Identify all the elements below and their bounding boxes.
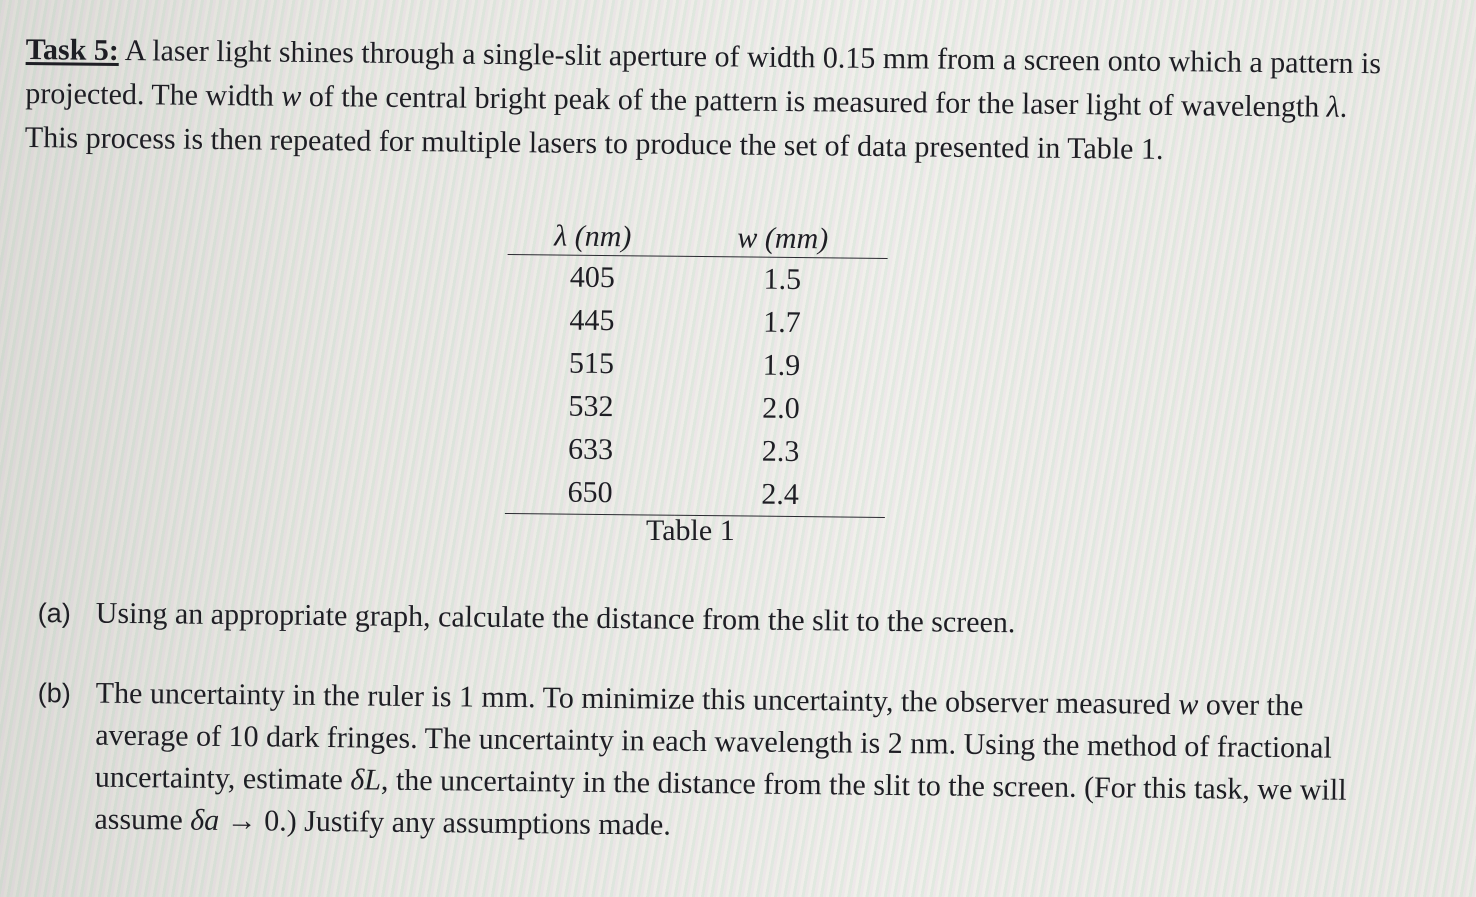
intro-text-1: A laser light shines through a single-slit aperture of width 0.15 mm from a screen onto which a pattern is projected. The width: [25, 33, 1382, 113]
question-b: [36, 672, 1358, 854]
cell-width: 2.0: [762, 391, 800, 425]
question-b-text-3: , the uncertainty in the distance from the slit to the screen. (For this task, we will assume: [94, 763, 1347, 837]
table-row: [506, 341, 886, 388]
table-row: [505, 427, 885, 474]
cell-wavelength: 445: [569, 303, 615, 337]
table-row: [507, 298, 887, 345]
task-intro-paragraph: [25, 28, 1406, 174]
cell-wavelength: 515: [568, 346, 615, 380]
question-b-letter: (b): [37, 677, 71, 709]
cell-wavelength: 633: [567, 432, 614, 466]
delta-l-symbol: δL: [350, 763, 382, 797]
question-a: [38, 592, 1168, 646]
question-b-width-symbol: w: [1178, 687, 1199, 722]
question-b-text: [94, 673, 1358, 854]
delta-a-symbol: δa: [190, 803, 220, 837]
header-width: w (mm): [678, 220, 888, 259]
cell-width: 1.9: [762, 348, 801, 382]
table-caption: Table 1: [646, 514, 735, 547]
data-table: [505, 218, 888, 518]
cell-width: 1.7: [763, 305, 801, 339]
question-b-text-4: → 0.) Justify any assumptions made.: [219, 803, 672, 842]
question-b-text-1: The uncertainty in the ruler is 1 mm. To minimize this uncertainty, the observer measured: [95, 676, 1179, 721]
width-symbol: w: [281, 79, 302, 113]
task-label: Task 5:: [25, 32, 120, 67]
cell-wavelength: 532: [568, 389, 614, 423]
table-row: [506, 384, 886, 431]
table-row: [505, 470, 885, 517]
cell-width: 1.5: [763, 262, 802, 296]
cell-wavelength: 405: [569, 260, 616, 294]
table-row: [507, 254, 887, 301]
cell-wavelength: 650: [505, 470, 675, 515]
intro-text-2: of the central bright peak of the pattern is measured for the laser light of wavelength: [301, 79, 1327, 124]
question-b-text-2: over the average of 10 dark fringes. The uncertainty in each wavelength is 2 nm. Using the method of fractional uncertainty, estimate: [94, 688, 1332, 797]
table-header-row: [508, 218, 888, 258]
header-wavelength: λ (nm): [508, 218, 678, 256]
intro-text-3: . This process is then repeated for multiple lasers to produce the set of data presented in Table 1.: [24, 90, 1348, 166]
wavelength-symbol: λ: [1326, 90, 1340, 124]
question-a-letter: (a): [37, 597, 71, 629]
cell-width: 2.3: [761, 434, 800, 468]
cell-width: 2.4: [675, 472, 885, 518]
question-a-text: Using an appropriate graph, calculate the distance from the slit to the screen.: [95, 596, 1016, 640]
